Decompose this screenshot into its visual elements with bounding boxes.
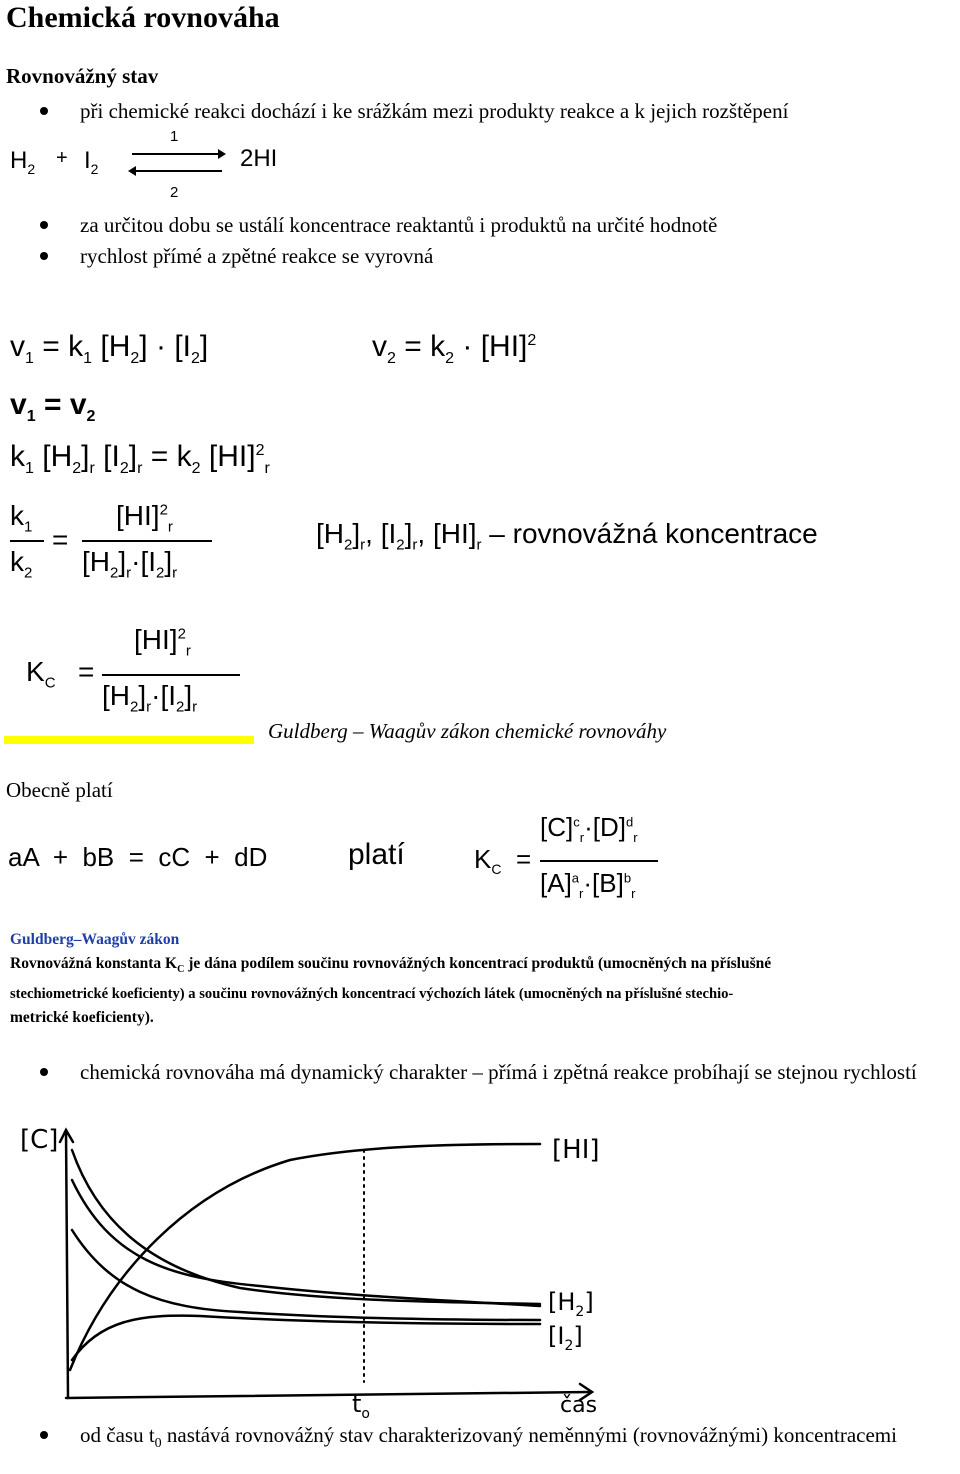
bullet-dot: [40, 1068, 48, 1076]
label-hi: [HI]: [552, 1135, 600, 1165]
law-line-3: metrické koeficienty).: [10, 1009, 154, 1027]
label-i2: $[I_2]$: [548, 1322, 583, 1354]
equilibrium-arrows-icon: [126, 148, 226, 178]
page-title: Chemická rovnováha: [6, 1, 280, 34]
x-axis-label: čas: [560, 1393, 598, 1418]
rate-equation-backward: $v_2 = k_2 \cdot [HI]^2$: [372, 330, 537, 367]
curve-i2-lower: [72, 1316, 540, 1360]
bullet-dot: [40, 252, 48, 260]
bullet-dot: [40, 221, 48, 229]
reactant-h2: $H_2$: [10, 147, 36, 177]
reactant-i2: $I_2$: [84, 147, 99, 177]
bullet-dot: [40, 107, 48, 115]
plus-sign: +: [56, 147, 68, 169]
law-label: Guldberg – Waagův zákon chemické rovnováhy: [268, 719, 667, 743]
curve-i2: [72, 1230, 540, 1320]
law-statement: [10, 928, 955, 1030]
y-axis: [66, 1130, 68, 1398]
label-h2: $[H_2]$: [548, 1288, 594, 1320]
section-heading: Rovnovážný stav: [6, 64, 159, 88]
reaction-equation: [8, 130, 308, 210]
rate-equation-forward: $v_1 = k_1$ $[H_2] \cdot [I_2]$: [10, 330, 209, 367]
general-reaction: aA + bB = cC + dD: [8, 842, 268, 872]
curve-h2-lower: [72, 1180, 540, 1306]
x-axis: [66, 1392, 590, 1398]
rates-equal-equation: $v_1 = v_2$: [10, 388, 96, 425]
bullet-text: chemická rovnováha má dynamický charakter – přímá i zpětná reakce probíhají se stejnou rychlostí: [80, 1060, 917, 1084]
law-line-2: stechiometrické koeficienty) a součinu rovnovážných koncentrací výchozích látek (umocněných na příslušné stechio-: [10, 986, 734, 1003]
bullet-text: rychlost přímé a zpětné reakce se vyrovná: [80, 244, 434, 268]
bullet-dot: [40, 1431, 48, 1439]
bullet-text: při chemické reakci dochází i ke srážkám mezi produkty reakce a k jejich rozštěpení: [80, 99, 789, 123]
y-axis-label: [C]: [20, 1125, 59, 1155]
arrow-label-backward: 2: [170, 184, 179, 201]
general-label: Obecně platí: [6, 778, 113, 802]
curve-h2: [72, 1150, 540, 1304]
equilibrium-constant-expression: $K_C$ = [HI]$^2_r$ $[H_2]_r\cdot[I_2]_r$: [26, 622, 266, 727]
rate-constant-ratio: $k_1$ $k_2$ = [HI]$^2_r$ $[H_2]_r\cdot[I_2]_r$: [10, 500, 310, 595]
t0-label: $t_o$: [352, 1390, 370, 1420]
concentration-time-graph: [0, 1120, 960, 1420]
equilibrium-concentration-label: $[H_2]_r$, $[I_2]_r$, $[HI]_r$ – rovnovážná koncentrace: [316, 518, 818, 554]
bullet-text: za určitou dobu se ustálí koncentrace reaktantů i produktů na určité hodnotě: [80, 213, 718, 237]
product-2hi: 2HI: [240, 145, 278, 172]
general-equilibrium-constant: $K_C$ = $[C]^c_r\cdot[D]^d_r$ $[A]^a_r\cdot[B]^b_r$: [474, 810, 674, 910]
law-line-1: Rovnovážná konstanta $K_C$ je dána podílem součinu rovnovážných koncentrací produktů (umocněných na příslušné: [10, 955, 772, 976]
arrow-label-forward: 1: [170, 128, 179, 145]
general-plati: platí: [348, 838, 405, 871]
law-heading: Guldberg–Waagův zákon: [10, 931, 180, 948]
bullet-text: od času $t_0$ nastává rovnovážný stav charakterizovaný neměnnými (rovnovážnými) koncentracemi: [80, 1423, 897, 1452]
equilibrium-rate-equation: $k_1$ $[H_2]_r$ $[I_2]_r = k_2$ [HI]$^2_r$: [10, 440, 270, 477]
highlight-bar: [4, 736, 254, 744]
